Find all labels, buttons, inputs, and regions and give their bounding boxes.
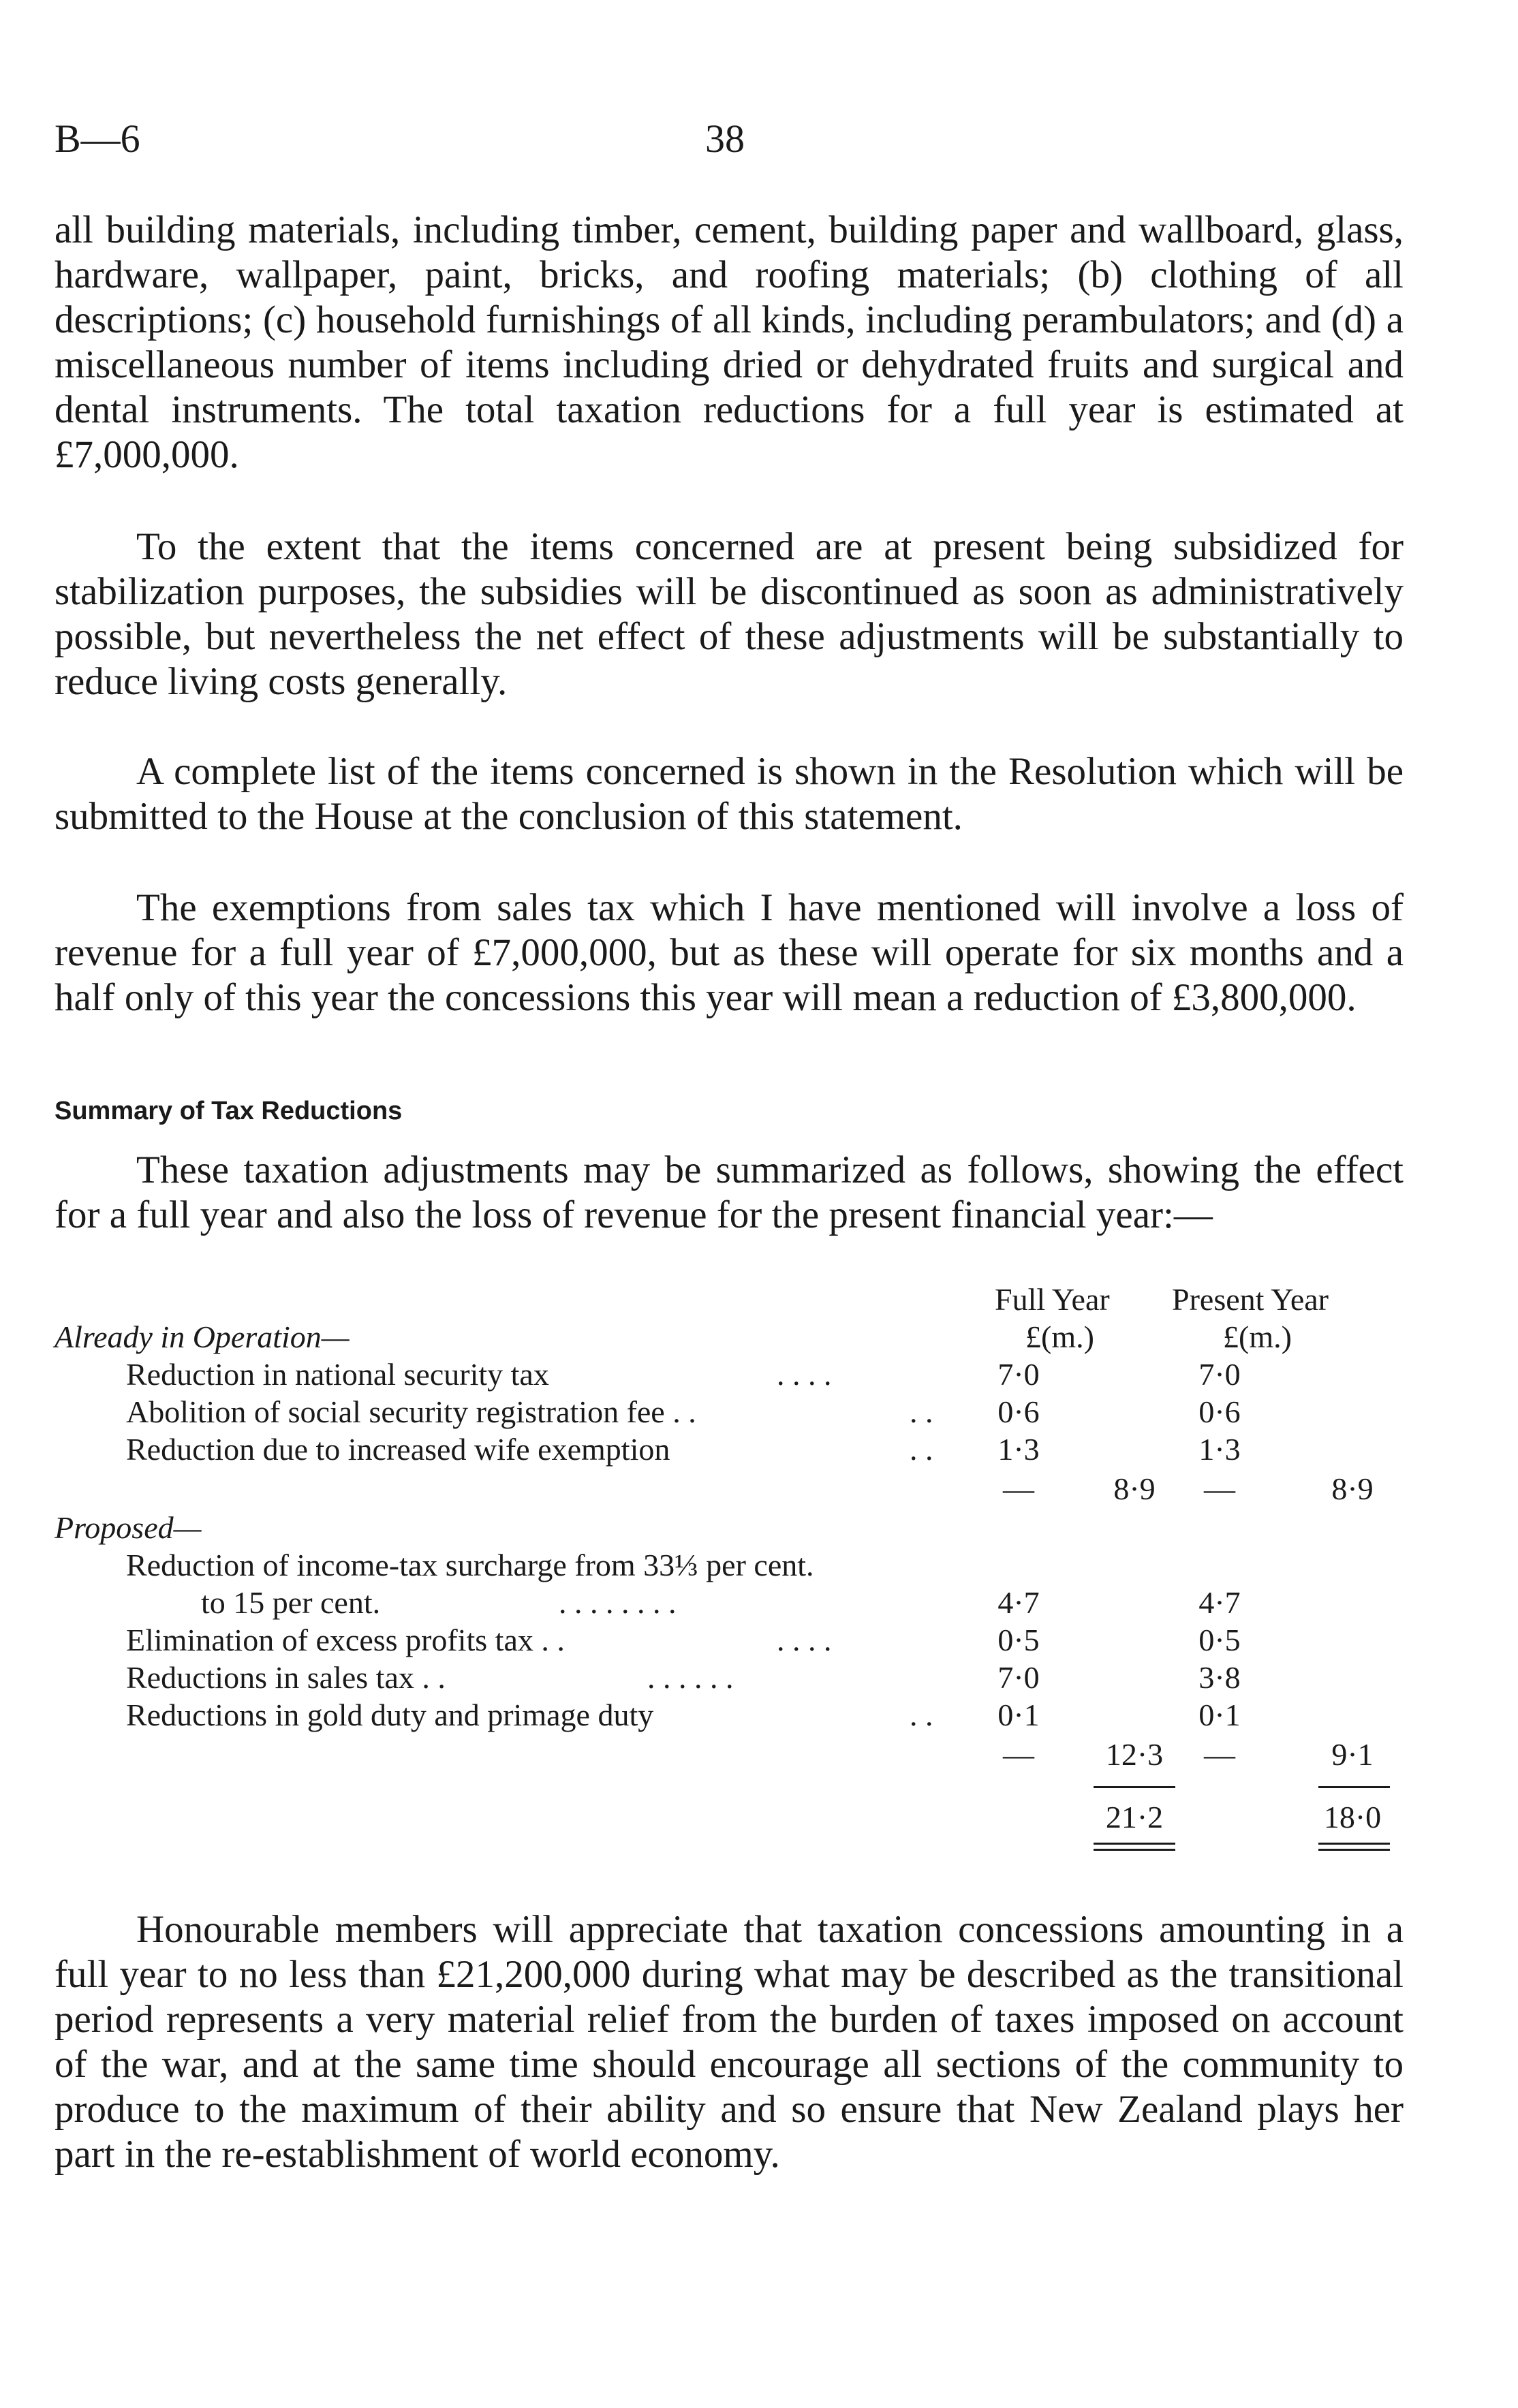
row-leaders: . . xyxy=(910,1432,933,1467)
subtotal-dash-present: — xyxy=(1204,1471,1235,1506)
summary-intro-text: These taxation adjustments may be summarized as follows, showing the effect for a full year and also the loss of revenue for the present financial year:— xyxy=(55,1148,1404,1236)
closing-paragraph xyxy=(55,1907,1404,2177)
page-header xyxy=(55,116,1404,177)
paragraph-subsidies-text: To the extent that the items concerned are at present being subsidized for stabilization purposes, the subsidies will be discontinued as soon as administratively possible, but nevertheless the net effect of these adjustments will be substantially to reduce living costs generally. xyxy=(55,525,1404,703)
row-full-value: 0·5 xyxy=(997,1623,1040,1657)
paragraph-exemptions-text: The exemptions from sales tax which I have mentioned will involve a loss of revenue for a full year of £7,000,000, but as these will operate for six months and a half only of this year the concessions this year will mean a reduction of £3,800,000. xyxy=(55,886,1404,1019)
group-title-proposed: Proposed— xyxy=(55,1510,202,1545)
total-double-rule-full xyxy=(1094,1843,1175,1851)
subtotal-full-value: 12·3 xyxy=(1105,1737,1164,1772)
row-present-value: 1·3 xyxy=(1198,1432,1241,1467)
col-header-present-year: Present Year xyxy=(1172,1282,1329,1317)
unit-present-year: £(m.) xyxy=(1223,1319,1292,1354)
row-label: Abolition of social security registration fee . . xyxy=(126,1394,696,1429)
row-full-value: 7·0 xyxy=(997,1357,1040,1392)
row-full-value: 0·1 xyxy=(997,1698,1040,1732)
row-leaders: . . . . xyxy=(777,1623,832,1657)
row-label: to 15 per cent. xyxy=(201,1585,381,1620)
subtotal-dash-present: — xyxy=(1204,1737,1235,1772)
paragraph-continuation: all building materials, including timber, cement, building paper and wallboard, glass, hardware, wallpaper, paint, bricks, and roofing materials; (b) clothing of all descriptions; (c) household furnishings of all kinds, including perambulators; and (d) a miscellaneous number of items including dried or dehydrated fruits and surgical and dental instruments. The total taxation reductions for a full year is estimated at £7,000,000. xyxy=(55,208,1404,476)
total-present-value: 18·0 xyxy=(1323,1800,1382,1834)
page-number: 38 xyxy=(705,116,745,161)
row-present-value: 4·7 xyxy=(1198,1585,1241,1620)
row-label: Reductions in gold duty and primage duty xyxy=(126,1698,654,1732)
total-double-rule-present xyxy=(1318,1843,1390,1851)
total-rule-present xyxy=(1318,1786,1390,1788)
subtotal-full-value: 8·9 xyxy=(1113,1471,1156,1506)
closing-paragraph-text: Honourable members will appreciate that taxation concessions amounting in a full year to no less than £21,200,000 during what may be described as the transitional period represents a very material relief from the burden of taxes imposed on account of the war, and at the same time should encourage all sections of the community to produce to the maximum of their ability and so ensure that New Zealand plays her part in the re-establishment of world economy. xyxy=(55,1908,1404,2176)
col-header-full-year: Full Year xyxy=(995,1282,1110,1317)
row-full-value: 0·6 xyxy=(997,1394,1040,1429)
row-label: Reductions in sales tax . . xyxy=(126,1660,446,1695)
subtotal-dash-full: — xyxy=(1003,1737,1034,1772)
row-leaders: . . . . . . xyxy=(647,1660,734,1695)
section-heading: Summary of Tax Reductions xyxy=(55,1097,403,1125)
row-leaders: . . . . xyxy=(777,1357,832,1392)
row-present-value: 3·8 xyxy=(1198,1660,1241,1695)
paragraph-exemptions xyxy=(55,886,1404,1020)
group-title-already: Already in Operation— xyxy=(55,1319,350,1354)
total-full-value: 21·2 xyxy=(1105,1800,1164,1834)
row-full-value: 7·0 xyxy=(997,1660,1040,1695)
row-present-value: 0·5 xyxy=(1198,1623,1241,1657)
unit-full-year: £(m.) xyxy=(1025,1319,1094,1354)
paragraph-subsidies xyxy=(55,525,1404,704)
row-leaders: . . xyxy=(910,1698,933,1732)
row-present-value: 0·6 xyxy=(1198,1394,1241,1429)
row-label: Reduction due to increased wife exemption xyxy=(126,1432,670,1467)
subtotal-present-value: 9·1 xyxy=(1331,1737,1374,1772)
row-present-value: 7·0 xyxy=(1198,1357,1241,1392)
paragraph-resolution-text: A complete list of the items concerned is shown in the Resolution which will be submitted to the House at the conclusion of this statement. xyxy=(55,750,1404,838)
row-full-value: 4·7 xyxy=(997,1585,1040,1620)
row-label: Elimination of excess profits tax . . xyxy=(126,1623,565,1657)
subtotal-dash-full: — xyxy=(1003,1471,1034,1506)
document-series: B—6 xyxy=(55,116,140,161)
tax-summary-table xyxy=(55,1281,1404,1880)
row-leaders: . . . . . . . . xyxy=(559,1585,677,1620)
row-present-value: 0·1 xyxy=(1198,1698,1241,1732)
row-label: Reduction in national security tax xyxy=(126,1357,549,1392)
row-full-value: 1·3 xyxy=(997,1432,1040,1467)
total-rule-full xyxy=(1094,1786,1175,1788)
row-label: Reduction of income-tax surcharge from 33⅓ per cent. xyxy=(126,1548,814,1582)
subtotal-present-value: 8·9 xyxy=(1331,1471,1374,1506)
summary-intro xyxy=(55,1148,1404,1238)
paragraph-resolution xyxy=(55,749,1404,839)
row-leaders: . . xyxy=(910,1394,933,1429)
